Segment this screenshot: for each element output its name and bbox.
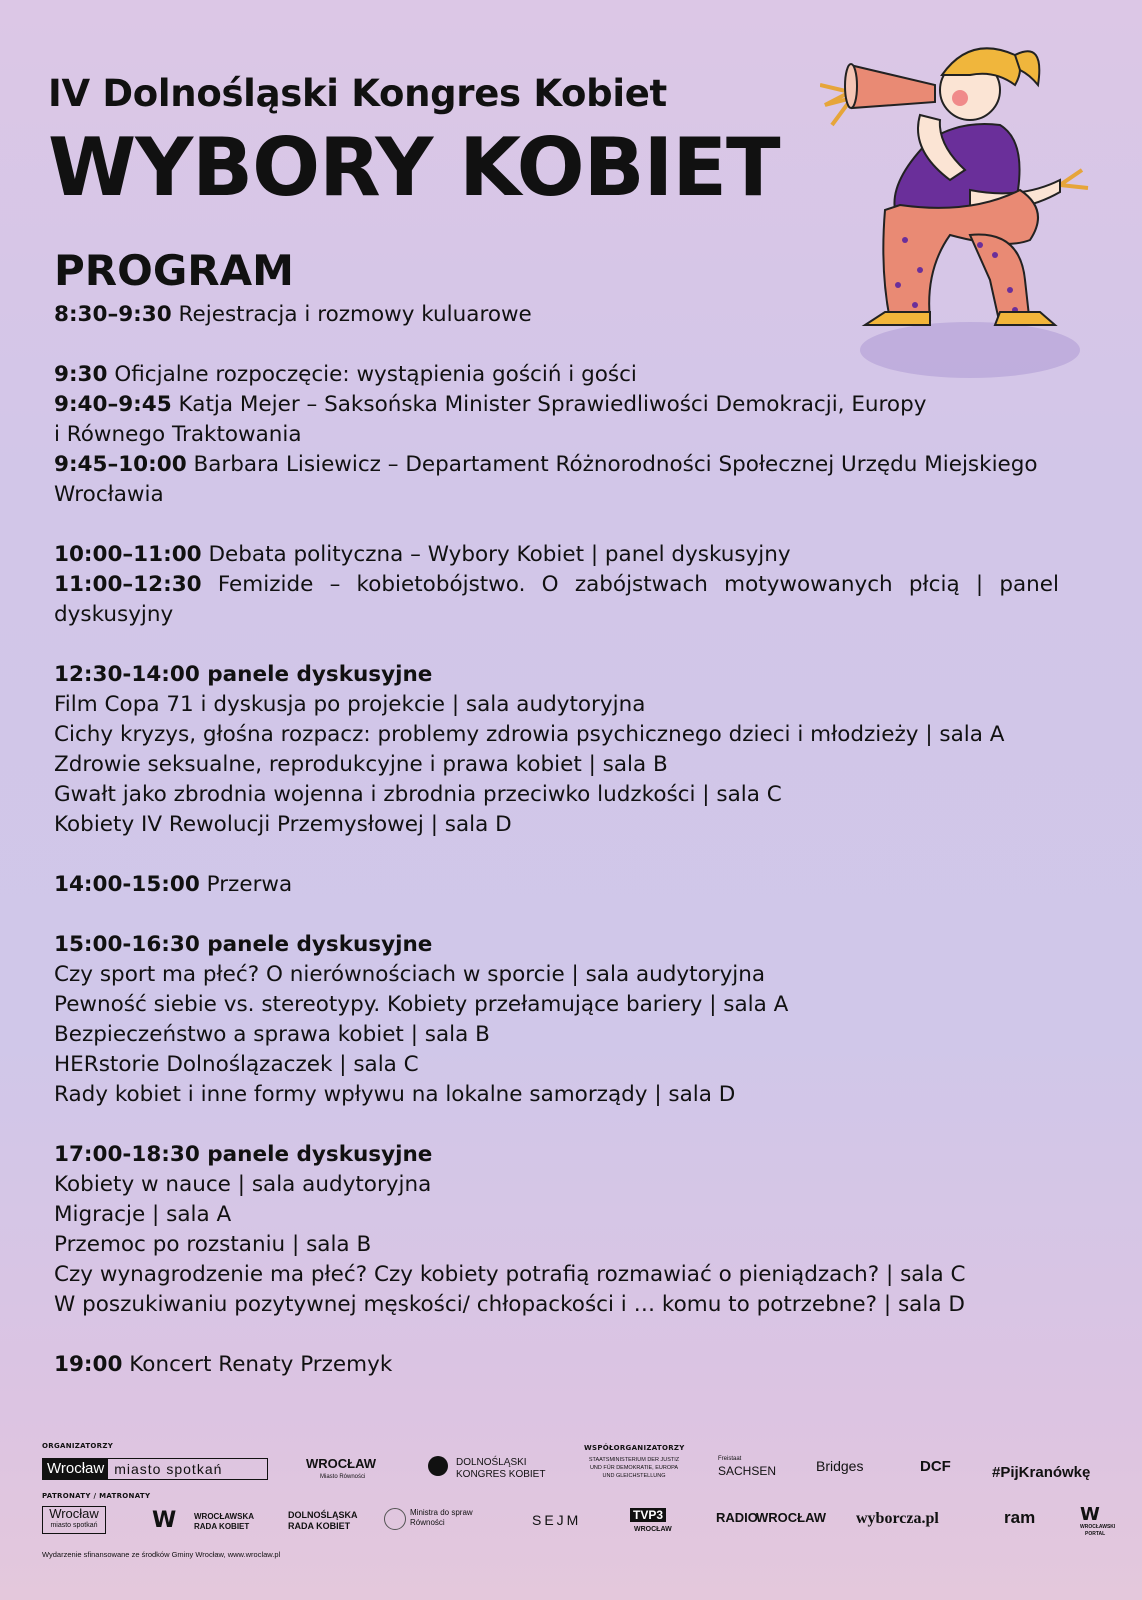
schedule-item-femizide-cont: dyskusyjny	[54, 602, 174, 627]
congress-subtitle: IV Dolnośląski Kongres Kobiet	[48, 72, 667, 115]
schedule-time: 19:00	[54, 1352, 123, 1377]
wroclaw-caps-logo: WROCŁAW	[306, 1456, 377, 1471]
sachsen-logo: SACHSEN	[718, 1464, 777, 1478]
dkk-line1: DOLNOŚLĄSKI	[456, 1457, 527, 1468]
schedule-time: 9:30	[54, 362, 108, 387]
portal-line2: PORTAL	[1085, 1531, 1106, 1537]
wrk-line2: RADA KOBIET	[194, 1522, 250, 1531]
panel-item: Migracje | sala A	[54, 1202, 232, 1227]
wrk-line1: WROCŁAWSKA	[194, 1512, 254, 1521]
dkk-line2: KONGRES KOBIET	[456, 1469, 546, 1480]
wroclaw-small-logo	[42, 1506, 106, 1534]
sachsen-free-label: Freistaat	[718, 1456, 742, 1462]
panel-item: Bezpieczeństwo a sprawa kobiet | sala B	[54, 1022, 490, 1047]
drk-line1: DOLNOŚLĄSKA	[288, 1510, 358, 1520]
schedule-text: Debata polityczna – Wybory Kobiet | panel dyskusyjny	[201, 542, 791, 567]
drk-line2: RADA KOBIET	[288, 1521, 351, 1531]
dkk-emblem-icon	[428, 1456, 448, 1476]
wroclaw-wordmark: Wrocław	[43, 1459, 108, 1479]
saxony-ministry-text: STAATSMINISTERIUM DER JUSTIZ UND FÜR DEMOKRATIE, EUROPA UND GLEICHSTELLUNG	[588, 1457, 680, 1479]
wroclaw-small-wordmark: Wrocław	[49, 1506, 99, 1521]
schedule-time: 9:40–9:45	[54, 392, 172, 417]
tvp3-subtitle: WROCŁAW	[634, 1526, 672, 1533]
panel-item: W poszukiwaniu pozytywnej męskości/ chłopackości i … komu to potrzebne? | sala D	[54, 1292, 965, 1317]
schedule-text: Katja Mejer – Saksońska Minister Sprawiedliwości Demokracji, Europy	[171, 392, 927, 417]
panel-block-heading: 15:00-16:30 panele dyskusyjne	[54, 932, 433, 957]
panel-item: Rady kobiet i inne formy wpływu na lokalne samorządy | sala D	[54, 1082, 736, 1107]
eagle-emblem-icon	[384, 1508, 406, 1530]
panel-item: Czy wynagrodzenie ma płeć? Czy kobiety potrafią rozmawiać o pieniądzach? | sala C	[54, 1262, 966, 1287]
wrk-emblem-icon: W	[152, 1508, 177, 1533]
bridges-logo: Bridges	[816, 1458, 864, 1474]
schedule-item-opening	[54, 360, 1059, 390]
panel-item: Cichy kryzys, głośna rozpacz: problemy zdrowia psychicznego dzieci i młodzieży | sala A	[54, 722, 1005, 747]
panel-item: HERstorie Dolnoślązaczek | sala C	[54, 1052, 419, 1077]
page-title: WYBORY KOBIET	[48, 121, 780, 214]
schedule-item-femizide	[54, 570, 1059, 600]
patrons-label: PATRONATY / MATRONATY	[42, 1492, 151, 1500]
coorganizers-label: WSPÓŁORGANIZATORZY	[584, 1444, 685, 1452]
schedule-item-concert	[54, 1350, 1059, 1380]
ministry-pl-text: Ministra do spraw Równości	[410, 1508, 473, 1527]
schedule-text: Oficjalne rozpoczęcie: wystąpienia gościń i gości	[107, 362, 637, 387]
panel-item: Kobiety w nauce | sala audytoryjna	[54, 1172, 432, 1197]
wroclaw-caps-subtitle: Miasto Równości	[320, 1474, 366, 1480]
organizers-label: ORGANIZATORZY	[42, 1442, 114, 1450]
tvp3-logo: TVP3	[630, 1508, 666, 1522]
schedule-text: Barbara Lisiewicz – Departament Różnorodności Społecznej Urzędu Miejskiego	[186, 452, 1038, 477]
panel-item: Pewność siebie vs. stereotypy. Kobiety przełamujące bariery | sala A	[54, 992, 789, 1017]
hashtag-logo: #PijKranówkę	[992, 1464, 1091, 1481]
schedule-text: Koncert Renaty Przemyk	[122, 1352, 393, 1377]
schedule-text: Rejestracja i rozmowy kuluarowe	[171, 302, 532, 327]
schedule-time: 14:00-15:00	[54, 872, 200, 897]
wroclaw-tagline: miasto spotkań	[114, 1461, 223, 1477]
schedule-item-mejer	[54, 390, 1059, 420]
schedule-item-registration	[54, 300, 1059, 330]
sejm-logo: SEJM	[532, 1512, 582, 1528]
schedule-time: 8:30–9:30	[54, 302, 172, 327]
program-list	[54, 300, 1059, 1380]
radio-wroclaw-line1: RADIO	[716, 1510, 758, 1525]
panel-block-heading: 17:00-18:30 panele dyskusyjne	[54, 1142, 433, 1167]
schedule-item-lisiewicz-cont: Wrocławia	[54, 482, 164, 507]
schedule-item-break	[54, 870, 1059, 900]
panel-item: Film Copa 71 i dyskusja po projekcie | sala audytoryjna	[54, 692, 646, 717]
panel-item: Gwałt jako zbrodnia wojenna i zbrodnia przeciwko ludzkości | sala C	[54, 782, 782, 807]
wroclaw-miasto-spotkan-logo	[42, 1458, 268, 1480]
program-heading: PROGRAM	[54, 246, 294, 295]
radio-wroclaw-line2: WROCŁAW	[756, 1510, 827, 1525]
panel-block-heading: 12:30-14:00 panele dyskusyjne	[54, 662, 433, 687]
panel-item: Czy sport ma płeć? O nierównościach w sporcie | sala audytoryjna	[54, 962, 766, 987]
schedule-item-mejer-cont: i Równego Traktowania	[54, 422, 302, 447]
portal-line1: WROCŁAWSKI	[1080, 1524, 1116, 1530]
panel-item: Przemoc po rozstaniu | sala B	[54, 1232, 372, 1257]
schedule-time: 9:45–10:00	[54, 452, 187, 477]
panel-item: Kobiety IV Rewolucji Przemysłowej | sala D	[54, 812, 512, 837]
sponsors-footer	[0, 1430, 1142, 1600]
wroclaw-small-tagline: miasto spotkań	[50, 1522, 98, 1529]
schedule-time: 10:00–11:00	[54, 542, 202, 567]
funding-note: Wydarzenie sfinansowane ze środków Gminy Wrocław, www.wroclaw.pl	[42, 1550, 281, 1559]
schedule-item-lisiewicz	[54, 450, 1059, 480]
wyborcza-logo: wyborcza.pl	[856, 1510, 939, 1527]
panel-item: Zdrowie seksualne, reprodukcyjne i prawa kobiet | sala B	[54, 752, 668, 777]
schedule-text: Przerwa	[199, 872, 293, 897]
portal-emblem-icon: W	[1080, 1504, 1100, 1525]
dcf-logo: DCF	[920, 1458, 951, 1475]
schedule-time: 11:00–12:30	[54, 572, 202, 597]
schedule-item-debate	[54, 540, 1059, 570]
schedule-text: Femizide – kobietobójstwo. O zabójstwach motywowanych płcią | panel	[201, 572, 1059, 597]
ram-logo: ram	[1004, 1508, 1036, 1527]
